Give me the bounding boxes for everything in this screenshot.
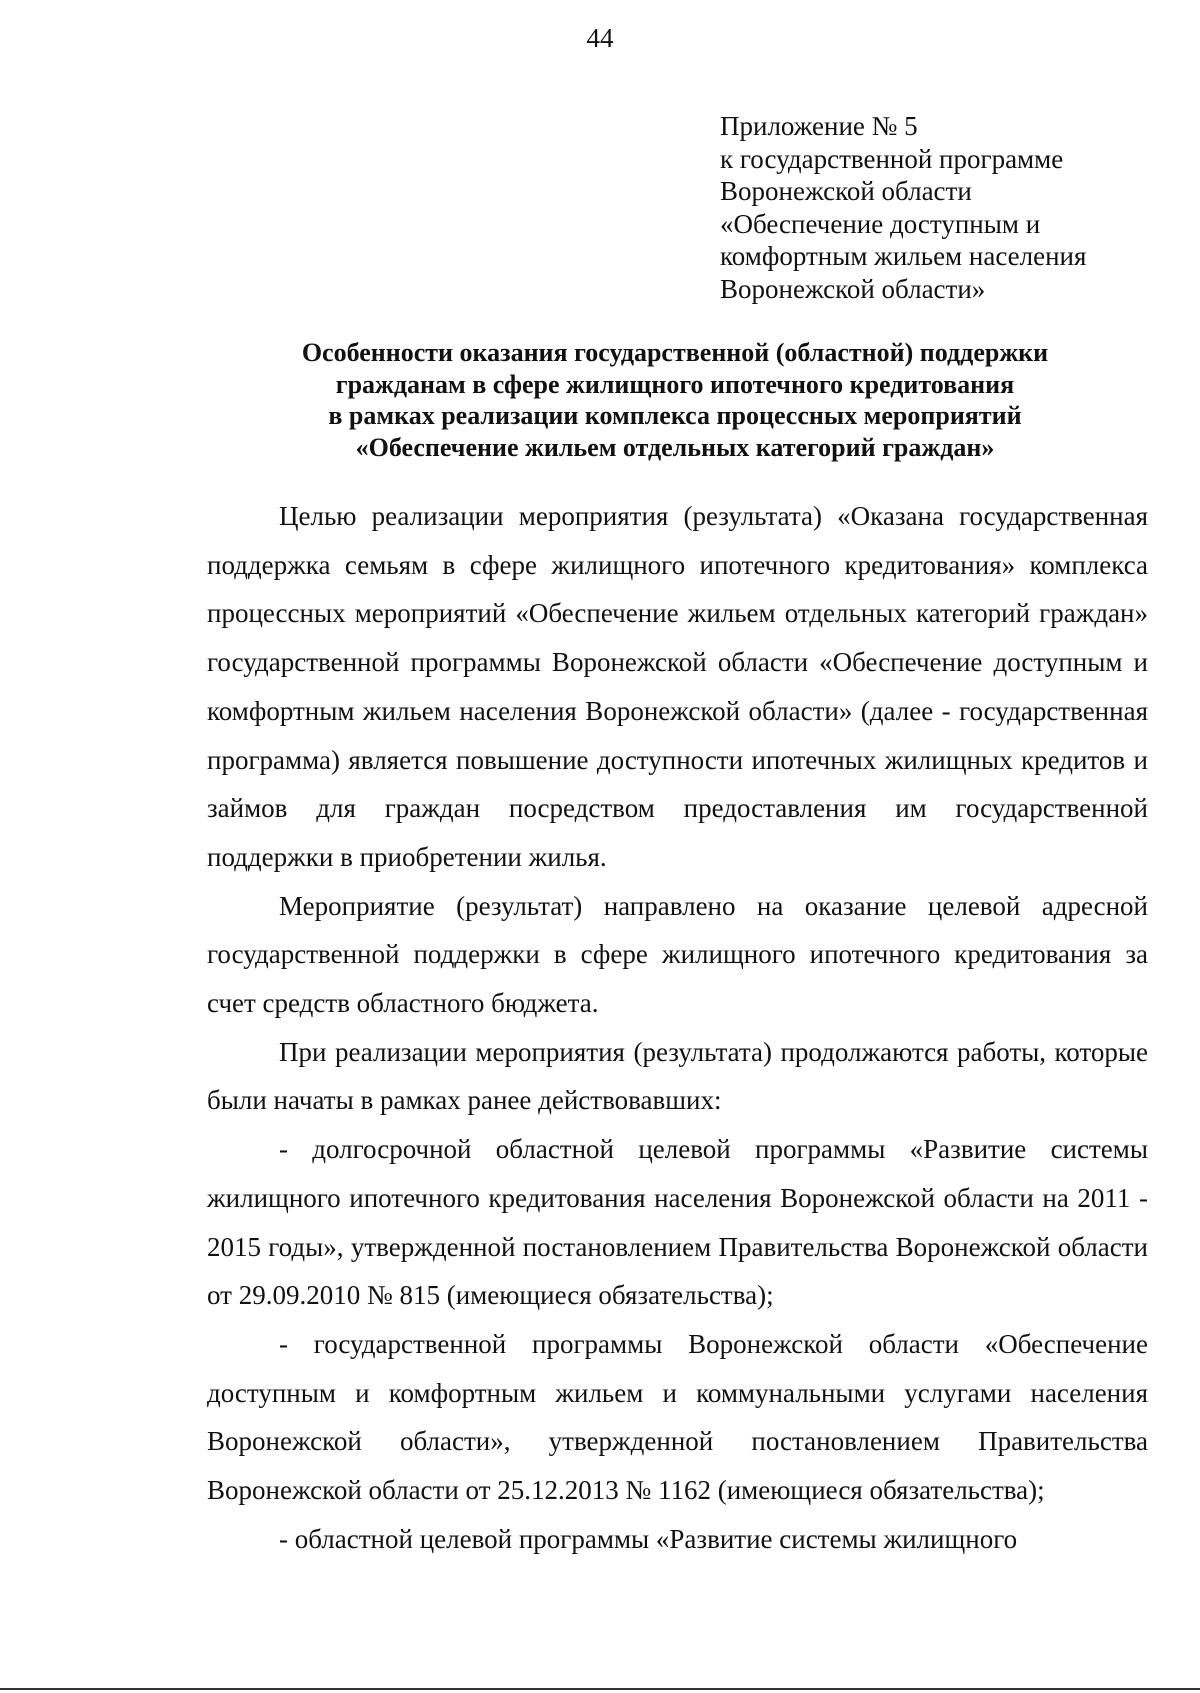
list-item: - долгосрочной областной целевой программы «Развитие системы жилищного ипотечного кредитования населения Воронежской области на 2011 - 2015 годы», утвержденной постановлением Правительства Воронежской области от 29.09.2010 № 815 (имеющиеся обязательства);: [207, 1134, 1148, 1311]
appendix-line: к государственной программе: [720, 143, 1064, 174]
body-paragraph: При реализации мероприятия (результата) продолжаются работы, которые были начаты в рамках ранее действовавших:: [207, 1036, 1148, 1116]
appendix-line: Воронежской области: [720, 176, 972, 206]
body-paragraph: Мероприятие (результат) направлено на оказание целевой адресной государственной поддержки в сфере жилищного ипотечного кредитования за счет средств областного бюджета.: [207, 890, 1148, 1019]
appendix-line: Воронежской области»: [720, 273, 986, 304]
appendix-header: [720, 110, 1180, 305]
title-line: «Обеспечение жильем отдельных категорий граждан»: [355, 432, 995, 462]
list-item: - областной целевой программы «Развитие системы жилищного: [279, 1523, 1018, 1554]
appendix-line: «Обеспечение доступным и: [720, 208, 1041, 239]
document-body: [207, 492, 1148, 1563]
body-paragraph: Целью реализации мероприятия (результата) «Оказана государственная поддержка семьям в сфере жилищного ипотечного кредитования» комплекса процессных мероприятий «Обеспечение жильем отдельных категорий граждан» государственной программы Воронежской области «Обеспечение доступным и комфортным жильем населения Воронежской области» (далее - государственная программа) является повышение доступности ипотечных жилищных кредитов и займов для граждан посредством предоставления им государственной поддержки в приобретении жилья.: [207, 501, 1148, 872]
list-item: - государственной программы Воронежской области «Обеспечение доступным и комфортным жильем и коммунальными услугами населения Воронежской области», утвержденной постановлением Правительства Воронежской области от 25.12.2013 № 1162 (имеющиеся обязательства);: [207, 1328, 1148, 1506]
title-line: в рамках реализации комплекса процессных мероприятий: [328, 401, 1022, 430]
document-title: [150, 337, 1200, 463]
title-line: гражданам в сфере жилищного ипотечного кредитования: [335, 369, 1015, 399]
bottom-rule: [0, 1688, 1200, 1690]
title-line: Особенности оказания государственной (областной) поддержки: [301, 338, 1049, 367]
appendix-line: Приложение № 5: [720, 111, 918, 141]
page-number: 44: [586, 23, 614, 53]
appendix-line: комфортным жильем населения: [720, 241, 1087, 271]
